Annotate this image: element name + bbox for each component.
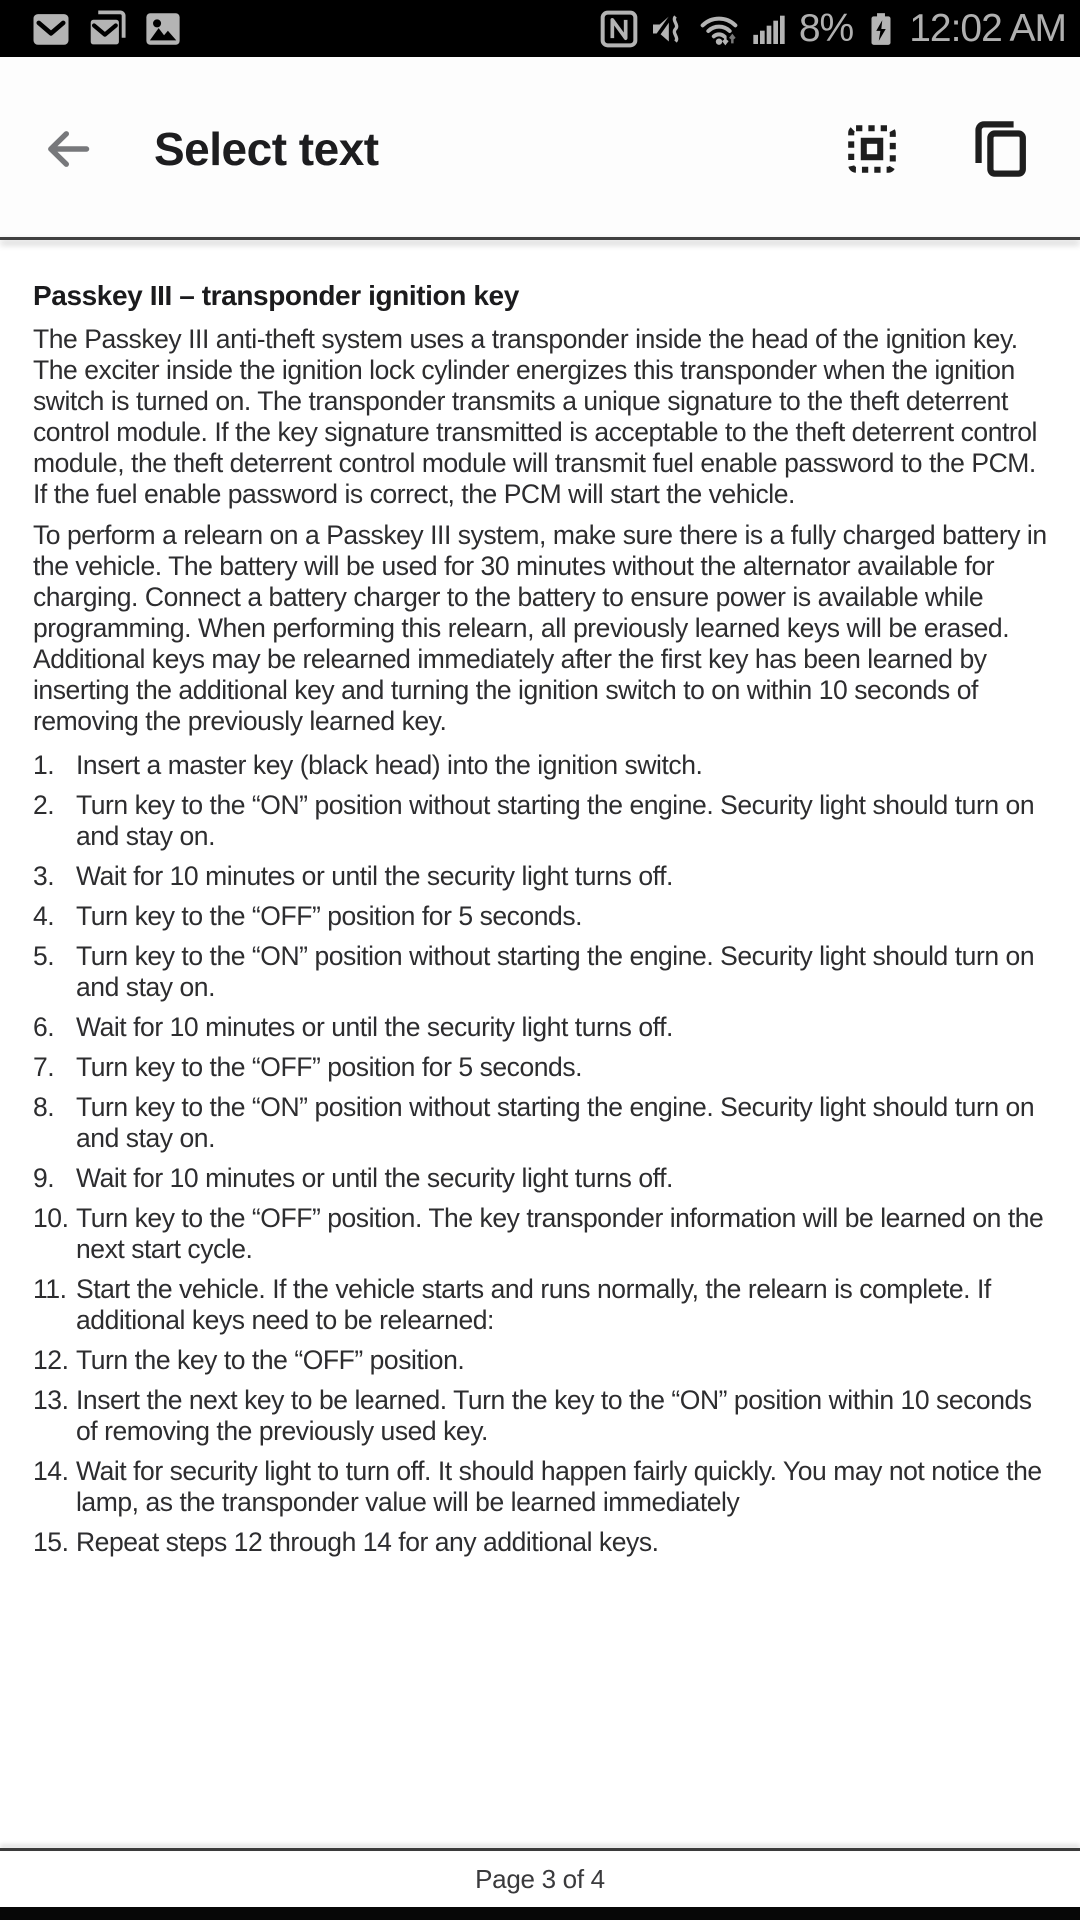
gallery-icon <box>142 8 184 50</box>
step-item[interactable]: Turn key to the “OFF” position. The key transponder information will be learned on the next start cycle. <box>76 1203 1044 1264</box>
step-item[interactable]: Turn key to the “OFF” position for 5 seconds. <box>76 1052 583 1082</box>
step-item[interactable]: Wait for 10 minutes or until the security light turns off. <box>76 1012 673 1042</box>
page-indicator: Page 3 of 4 <box>475 1863 605 1894</box>
step-item[interactable]: Insert a master key (black head) into the ignition switch. <box>76 750 703 780</box>
status-bar <box>0 0 1080 57</box>
step-item[interactable]: Insert the next key to be learned. Turn the key to the “ON” position within 10 seconds of removing the previously used key. <box>76 1385 1032 1446</box>
app-bar <box>0 57 1080 240</box>
mute-vibrate-icon <box>648 9 688 49</box>
email-icon <box>30 8 72 50</box>
step-item[interactable]: Turn key to the “OFF” position for 5 seconds. <box>76 901 583 931</box>
app-bar-actions <box>842 119 1032 179</box>
back-button[interactable] <box>40 121 96 177</box>
system-status-area <box>599 0 1066 57</box>
notification-area <box>30 8 184 50</box>
signal-icon <box>750 9 790 49</box>
email-stack-icon <box>86 8 128 50</box>
select-all-icon <box>843 120 901 178</box>
step-item[interactable]: Repeat steps 12 through 14 for any additional keys. <box>76 1527 659 1557</box>
page-title: Select text <box>154 122 379 175</box>
clock: 12:02 AM <box>909 7 1066 50</box>
page-footer <box>0 1848 1080 1907</box>
copy-button[interactable] <box>972 119 1032 179</box>
battery-percent: 8% <box>798 7 854 50</box>
select-all-button[interactable] <box>842 119 902 179</box>
copy-icon <box>973 120 1031 178</box>
wifi-icon <box>697 9 741 49</box>
step-item[interactable]: Wait for security light to turn off. It should happen fairly quickly. You may not notice the lamp, as the transponder value will be learned immediately <box>76 1456 1042 1517</box>
bottom-navigation-bar <box>0 1907 1080 1920</box>
document-content[interactable] <box>0 240 1080 1848</box>
step-item[interactable]: Turn the key to the “OFF” position. <box>76 1345 465 1375</box>
step-item[interactable]: Turn key to the “ON” position without starting the engine. Security light should turn on and stay on. <box>76 941 1035 1002</box>
battery-charging-icon <box>862 8 900 50</box>
step-item[interactable]: Turn key to the “ON” position without starting the engine. Security light should turn on and stay on. <box>76 1092 1035 1153</box>
document-paragraph[interactable]: The Passkey III anti-theft system uses a transponder inside the head of the ignition key. The exciter inside the ignition lock cylinder energizes this transponder when the ignition switch is turned on. The transponder transmits a unique signature to the theft deterrent control module. If the key signature transmitted is acceptable to the theft deterrent control module, the theft deterrent control module will transmit fuel enable password to the PCM. If the fuel enable password is correct, the PCM will start the vehicle. <box>33 324 1037 509</box>
document-paragraph[interactable]: To perform a relearn on a Passkey III system, make sure there is a fully charged battery in the vehicle. The battery will be used for 30 minutes without the alternator available for charging. Connect a battery charger to the battery to ensure power is available while programming. When performing this relearn, all previously learned keys will be erased. Additional keys may be relearned immediately after the first key has been learned by inserting the additional key and turning the ignition switch to on within 10 seconds of removing the previously learned key. <box>33 520 1047 736</box>
document-heading[interactable]: Passkey III – transponder ignition key <box>33 280 519 311</box>
back-arrow-icon <box>41 122 95 176</box>
app-bar-divider <box>0 237 1080 240</box>
step-item[interactable]: Start the vehicle. If the vehicle starts and runs normally, the relearn is complete. If additional keys need to be relearned: <box>76 1274 991 1335</box>
step-item[interactable]: Turn key to the “ON” position without starting the engine. Security light should turn on and stay on. <box>76 790 1035 851</box>
step-item[interactable]: Wait for 10 minutes or until the security light turns off. <box>76 1163 673 1193</box>
step-list <box>33 750 1048 1558</box>
nfc-icon <box>599 9 639 49</box>
step-item[interactable]: Wait for 10 minutes or until the security light turns off. <box>76 861 673 891</box>
